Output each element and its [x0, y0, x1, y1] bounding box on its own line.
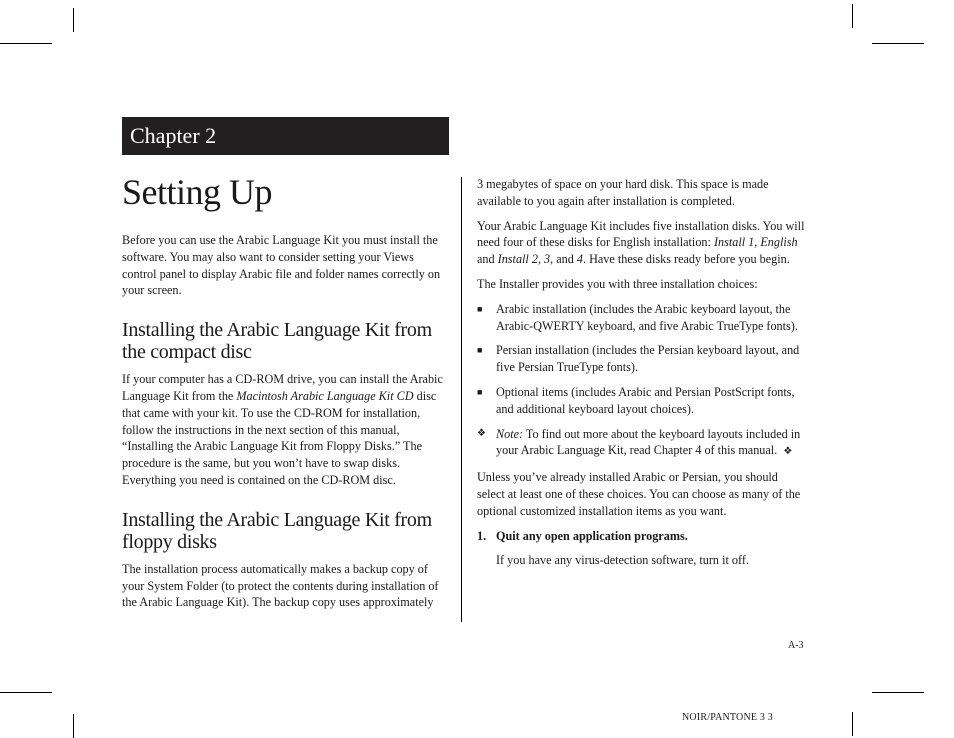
print-color-info: NOIR/PANTONE 3 3 — [682, 712, 773, 723]
square-bullet-icon: ■ — [477, 303, 483, 314]
list-item — [477, 384, 807, 418]
left-column — [122, 232, 447, 619]
disks-text-c: and — [553, 252, 577, 267]
disk-name-1: Install 1, English — [713, 235, 798, 250]
note-block — [477, 426, 807, 462]
choices-paragraph: The Installer provides you with three installation choices: — [477, 276, 758, 291]
disks-text-a: Your Arabic Language Kit includes five installation disks. You will need four of these disks for English installation: — [477, 218, 805, 250]
list-item-text: Persian installation (includes the Persian keyboard layout, and five Persian TrueType fonts). — [496, 343, 800, 375]
disks-text-b: and — [477, 252, 498, 267]
square-bullet-icon: ■ — [477, 345, 483, 356]
column-divider — [461, 177, 462, 622]
diamond-ornament-icon: ❖ — [477, 427, 486, 439]
step-number: 1. — [477, 528, 487, 543]
crop-mark-bottom-right-h — [872, 692, 924, 693]
section-heading-floppy: Installing the Arabic Language Kit from floppy disks — [122, 508, 432, 553]
note-text: To find out more about the keyboard layouts included in your Arabic Language Kit, read Chapter 4 of this manual. — [496, 426, 801, 458]
note-label: Note: — [496, 426, 524, 441]
chapter-banner — [122, 117, 449, 155]
crop-mark-bottom-right — [852, 712, 853, 736]
cd-text-b: disc that came with your kit. To use the CD-ROM for installation, follow the instructions in the next section of this manual, “Installing the Arabic Language Kit from Floppy Disks.” The procedure is the same, but you won’t have to swap disks. Everything you need is contained on the CD-ROM disc. — [122, 388, 437, 487]
step-1 — [477, 528, 807, 545]
list-item — [477, 342, 807, 376]
intro-paragraph: Before you can use the Arabic Language Kit you must install the software. You may also want to consider setting your Views control panel to display Arabic file and folder names correctly on your screen. — [122, 233, 441, 298]
cd-text-a: If your computer has a CD-ROM drive, you can install the Arabic Language Kit from the — [122, 372, 443, 403]
page-number: A-3 — [788, 640, 804, 651]
disk-name-2: Install 2, 3, — [497, 252, 554, 267]
unless-paragraph: Unless you’ve already installed Arabic or Persian, you should select at least one of these choices. You can choose as many of the optional customized installation items as you want. — [477, 470, 801, 518]
crop-mark-bottom-left-h — [0, 692, 52, 693]
cd-paragraph — [122, 371, 447, 489]
right-column — [477, 176, 807, 577]
crop-mark-top-right-h — [872, 43, 924, 44]
page-title: Setting Up — [122, 172, 273, 212]
choices-list — [477, 301, 807, 418]
crop-mark-top-left — [73, 8, 74, 32]
list-item — [477, 301, 807, 335]
list-item-text: Arabic installation (includes the Arabic keyboard layout, the Arabic-QWERTY keyboard, and five Arabic TrueType fonts). — [496, 301, 798, 333]
chapter-label: Chapter 2 — [130, 123, 217, 148]
step-1-detail: If you have any virus-detection software, turn it off. — [496, 553, 749, 568]
floppy-paragraph: The installation process automatically makes a backup copy of your System Folder (to protect the contents during installation of the Arabic Language Kit). The backup copy uses approximately — [122, 561, 439, 610]
list-item-text: Optional items (includes Arabic and Persian PostScript fonts, and additional keyboard layout choices). — [496, 384, 795, 416]
disks-text-d: . Have these disks ready before you begin. — [582, 252, 790, 267]
section-heading-cd: Installing the Arabic Language Kit from the compact disc — [122, 319, 432, 364]
crop-mark-top-left-h — [0, 43, 52, 44]
cd-title-italic: Macintosh Arabic Language Kit CD — [236, 388, 414, 403]
crop-mark-bottom-left — [73, 714, 74, 738]
diamond-ornament-end-icon: ❖ — [783, 446, 793, 458]
crop-mark-top-right — [852, 4, 853, 28]
square-bullet-icon: ■ — [477, 386, 483, 397]
disk-name-3: 4 — [576, 252, 583, 267]
disks-paragraph — [477, 218, 807, 268]
step-text: Quit any open application programs. — [496, 528, 688, 543]
continued-paragraph: 3 megabytes of space on your hard disk. This space is made available to you again after installation is completed. — [477, 177, 769, 208]
